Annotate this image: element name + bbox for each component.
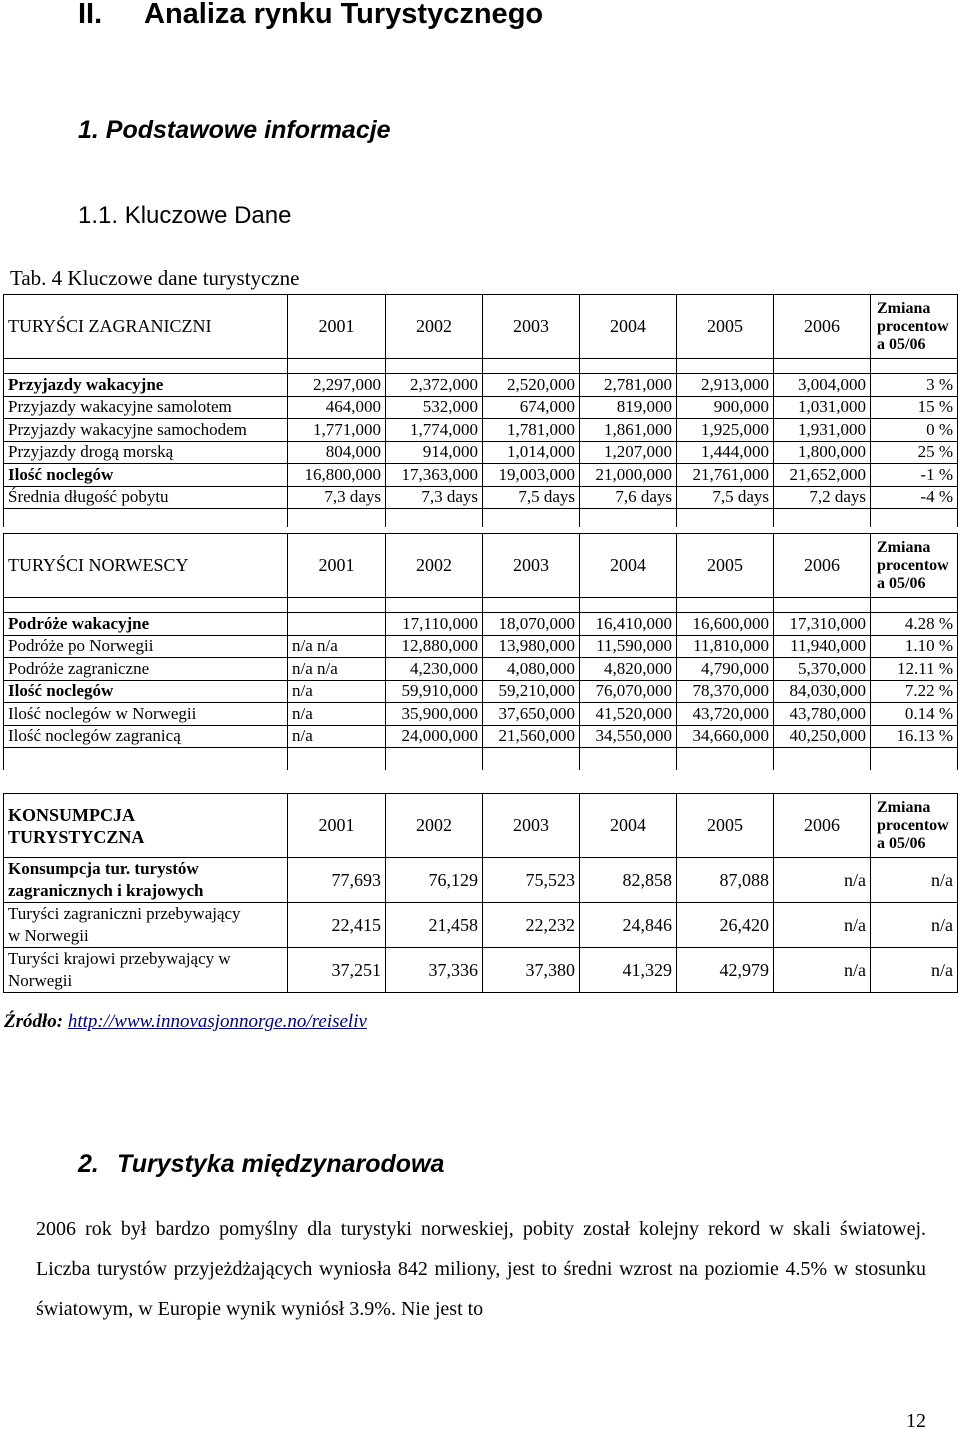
cell-value: 17,363,000 bbox=[386, 464, 483, 487]
table-row bbox=[4, 441, 958, 464]
table-title: TURYŚCI NORWESCY bbox=[4, 534, 288, 598]
table-row bbox=[4, 419, 958, 442]
year-header: 2003 bbox=[483, 295, 580, 359]
page-number: 12 bbox=[906, 1410, 926, 1432]
row-label: Turyści krajowi przebywający w Norwegii bbox=[4, 948, 288, 993]
cell-value: 11,940,000 bbox=[774, 635, 871, 658]
spacer-row bbox=[4, 748, 958, 771]
spacer-row bbox=[4, 359, 958, 374]
table-row bbox=[4, 635, 958, 658]
cell-value: 34,550,000 bbox=[580, 725, 677, 748]
cell-value: 2,913,000 bbox=[677, 374, 774, 397]
year-header: 2002 bbox=[386, 534, 483, 598]
cell-value: 59,210,000 bbox=[483, 680, 580, 703]
table-header-row bbox=[4, 295, 958, 359]
cell-value: 40,250,000 bbox=[774, 725, 871, 748]
row-label: Przyjazdy wakacyjne bbox=[4, 374, 288, 397]
cell-value: 17,310,000 bbox=[774, 613, 871, 636]
cell-value: 11,810,000 bbox=[677, 635, 774, 658]
change-value: -4 % bbox=[871, 486, 958, 509]
table-header-row bbox=[4, 794, 958, 858]
source-label: Źródło: bbox=[4, 1011, 64, 1032]
cell-value: 24,846 bbox=[580, 903, 677, 948]
cell-value: 76,129 bbox=[386, 858, 483, 903]
row-label: Przyjazdy wakacyjne samolotem bbox=[4, 396, 288, 419]
cell-value: 37,380 bbox=[483, 948, 580, 993]
spacer-row bbox=[4, 509, 958, 528]
change-value: 3 % bbox=[871, 374, 958, 397]
cell-value: 84,030,000 bbox=[774, 680, 871, 703]
cell-value: n/a bbox=[288, 725, 386, 748]
cell-value: 42,979 bbox=[677, 948, 774, 993]
row-label: Podróże zagraniczne bbox=[4, 658, 288, 681]
cell-value: 43,720,000 bbox=[677, 703, 774, 726]
cell-value: n/a bbox=[288, 680, 386, 703]
table-row bbox=[4, 486, 958, 509]
cell-value: 77,693 bbox=[288, 858, 386, 903]
cell-value: 59,910,000 bbox=[386, 680, 483, 703]
cell-value: 4,080,000 bbox=[483, 658, 580, 681]
year-header: 2003 bbox=[483, 534, 580, 598]
spacer-row bbox=[4, 598, 958, 613]
table-row bbox=[4, 903, 958, 948]
change-value: 0 % bbox=[871, 419, 958, 442]
table-caption bbox=[10, 266, 300, 291]
cell-value: 22,415 bbox=[288, 903, 386, 948]
change-value: n/a bbox=[871, 858, 958, 903]
change-value: -1 % bbox=[871, 464, 958, 487]
table-caption-text: Tab. 4 Kluczowe dane turystyczne bbox=[10, 266, 300, 290]
cell-value: 34,660,000 bbox=[677, 725, 774, 748]
cell-value: 7,6 days bbox=[580, 486, 677, 509]
body-paragraph: 2006 rok był bardzo pomyślny dla turystyki norweskiej, pobity został kolejny rekord w skali światowej. Liczba turystów przyjeżdżających wyniosła 842 miliony, jest to średni wzrost na poziomie 4.5% w stosunku światowym, w Europie wynik wyniósł 3.9%. Nie jest to bbox=[36, 1218, 926, 1320]
change-value: 25 % bbox=[871, 441, 958, 464]
cell-value: 1,800,000 bbox=[774, 441, 871, 464]
cell-value: 12,880,000 bbox=[386, 635, 483, 658]
table-row bbox=[4, 858, 958, 903]
table-row bbox=[4, 613, 958, 636]
year-header: 2006 bbox=[774, 534, 871, 598]
section-number: 2. bbox=[78, 1150, 99, 1178]
table-title: TURYŚCI ZAGRANICZNI bbox=[4, 295, 288, 359]
row-label: Przyjazdy drogą morską bbox=[4, 441, 288, 464]
cell-value: 804,000 bbox=[288, 441, 386, 464]
cell-value: n/a n/a bbox=[288, 635, 386, 658]
change-value: 7.22 % bbox=[871, 680, 958, 703]
cell-value: 87,088 bbox=[677, 858, 774, 903]
cell-value: 4,820,000 bbox=[580, 658, 677, 681]
chapter-title: Analiza rynku Turystycznego bbox=[144, 0, 544, 30]
cell-value: 1,774,000 bbox=[386, 419, 483, 442]
cell-value: 1,014,000 bbox=[483, 441, 580, 464]
cell-value: 2,781,000 bbox=[580, 374, 677, 397]
year-header: 2002 bbox=[386, 794, 483, 858]
change-header: Zmiana procentow a 05/06 bbox=[871, 295, 958, 359]
change-header: Zmiana procentow a 05/06 bbox=[871, 794, 958, 858]
cell-value: 18,070,000 bbox=[483, 613, 580, 636]
cell-value: 82,858 bbox=[580, 858, 677, 903]
cell-value: n/a bbox=[774, 903, 871, 948]
cell-value: 19,003,000 bbox=[483, 464, 580, 487]
year-header: 2001 bbox=[288, 295, 386, 359]
section-title: Turystyka międzynarodowa bbox=[116, 1150, 445, 1178]
cell-value: 1,931,000 bbox=[774, 419, 871, 442]
cell-value: 2,520,000 bbox=[483, 374, 580, 397]
cell-value: n/a bbox=[774, 858, 871, 903]
cell-value: 2,297,000 bbox=[288, 374, 386, 397]
year-header: 2005 bbox=[677, 534, 774, 598]
row-label: Podróże po Norwegii bbox=[4, 635, 288, 658]
year-header: 2005 bbox=[677, 295, 774, 359]
row-label: Ilość noclegów bbox=[4, 464, 288, 487]
cell-value: 41,520,000 bbox=[580, 703, 677, 726]
section-heading bbox=[78, 1150, 444, 1179]
cell-value: 1,207,000 bbox=[580, 441, 677, 464]
cell-value: 26,420 bbox=[677, 903, 774, 948]
cell-value: 21,761,000 bbox=[677, 464, 774, 487]
cell-value: 21,458 bbox=[386, 903, 483, 948]
cell-value: 78,370,000 bbox=[677, 680, 774, 703]
year-header: 2003 bbox=[483, 794, 580, 858]
cell-value: 21,560,000 bbox=[483, 725, 580, 748]
table-row bbox=[4, 703, 958, 726]
cell-value: 13,980,000 bbox=[483, 635, 580, 658]
year-header: 2002 bbox=[386, 295, 483, 359]
change-value: 16.13 % bbox=[871, 725, 958, 748]
cell-value: 37,650,000 bbox=[483, 703, 580, 726]
row-label: Ilość noclegów zagranicą bbox=[4, 725, 288, 748]
table-header-row bbox=[4, 534, 958, 598]
cell-value: 7,5 days bbox=[483, 486, 580, 509]
cell-value: 37,251 bbox=[288, 948, 386, 993]
cell-value: 35,900,000 bbox=[386, 703, 483, 726]
row-label: Ilość noclegów bbox=[4, 680, 288, 703]
row-label: Średnia długość pobytu bbox=[4, 486, 288, 509]
source-link[interactable]: http://www.innovasjonnorge.no/reiseliv bbox=[67, 1011, 367, 1032]
change-value: 15 % bbox=[871, 396, 958, 419]
row-label: Przyjazdy wakacyjne samochodem bbox=[4, 419, 288, 442]
cell-value: 1,031,000 bbox=[774, 396, 871, 419]
cell-value: 2,372,000 bbox=[386, 374, 483, 397]
foreign-tourists-table bbox=[3, 294, 958, 527]
year-header: 2004 bbox=[580, 295, 677, 359]
cell-value: 1,925,000 bbox=[677, 419, 774, 442]
year-header: 2004 bbox=[580, 534, 677, 598]
row-label: Konsumpcja tur. turystów zagranicznych i krajowych bbox=[4, 858, 288, 903]
cell-value: 900,000 bbox=[677, 396, 774, 419]
cell-value: 1,771,000 bbox=[288, 419, 386, 442]
table-row bbox=[4, 948, 958, 993]
table-row bbox=[4, 680, 958, 703]
change-value: 1.10 % bbox=[871, 635, 958, 658]
year-header: 2001 bbox=[288, 794, 386, 858]
cell-value: 21,652,000 bbox=[774, 464, 871, 487]
year-header: 2006 bbox=[774, 295, 871, 359]
table-row bbox=[4, 658, 958, 681]
cell-value: 5,370,000 bbox=[774, 658, 871, 681]
cell-value: n/a bbox=[288, 703, 386, 726]
cell-value: 1,444,000 bbox=[677, 441, 774, 464]
cell-value: 16,800,000 bbox=[288, 464, 386, 487]
table-row bbox=[4, 374, 958, 397]
cell-value: 4,230,000 bbox=[386, 658, 483, 681]
change-value: 4.28 % bbox=[871, 613, 958, 636]
table-row bbox=[4, 396, 958, 419]
row-label: Turyści zagraniczni przebywający w Norwegii bbox=[4, 903, 288, 948]
norwegian-tourists-table bbox=[3, 533, 958, 770]
consumption-table bbox=[3, 793, 958, 993]
cell-value: 4,790,000 bbox=[677, 658, 774, 681]
cell-value: 7,3 days bbox=[386, 486, 483, 509]
table-row bbox=[4, 464, 958, 487]
cell-value: 464,000 bbox=[288, 396, 386, 419]
cell-value: 532,000 bbox=[386, 396, 483, 419]
cell-value: 1,781,000 bbox=[483, 419, 580, 442]
cell-value: 11,590,000 bbox=[580, 635, 677, 658]
cell-value: 1,861,000 bbox=[580, 419, 677, 442]
row-label: Podróże wakacyjne bbox=[4, 613, 288, 636]
cell-value: 16,410,000 bbox=[580, 613, 677, 636]
cell-value: n/a bbox=[774, 948, 871, 993]
cell-value: n/a n/a bbox=[288, 658, 386, 681]
subheading: 1. Podstawowe informacje bbox=[78, 116, 391, 144]
year-header: 2001 bbox=[288, 534, 386, 598]
cell-value: 21,000,000 bbox=[580, 464, 677, 487]
cell-value: 24,000,000 bbox=[386, 725, 483, 748]
change-value: 0.14 % bbox=[871, 703, 958, 726]
chapter-number: II. bbox=[78, 0, 103, 30]
cell-value: 674,000 bbox=[483, 396, 580, 419]
subsubheading: 1.1. Kluczowe Dane bbox=[78, 202, 292, 229]
year-header: 2005 bbox=[677, 794, 774, 858]
cell-value: 75,523 bbox=[483, 858, 580, 903]
chapter-heading bbox=[78, 0, 543, 31]
cell-value: 7,2 days bbox=[774, 486, 871, 509]
change-value: n/a bbox=[871, 948, 958, 993]
cell-value bbox=[288, 613, 386, 636]
year-header: 2006 bbox=[774, 794, 871, 858]
cell-value: 3,004,000 bbox=[774, 374, 871, 397]
table-title: KONSUMPCJA TURYSTYCZNA bbox=[4, 794, 288, 858]
change-value: 12.11 % bbox=[871, 658, 958, 681]
table-row bbox=[4, 725, 958, 748]
year-header: 2004 bbox=[580, 794, 677, 858]
source-line bbox=[4, 1011, 367, 1033]
row-label: Ilość noclegów w Norwegii bbox=[4, 703, 288, 726]
cell-value: 7,5 days bbox=[677, 486, 774, 509]
cell-value: 41,329 bbox=[580, 948, 677, 993]
change-header: Zmiana procentow a 05/06 bbox=[871, 534, 958, 598]
cell-value: 76,070,000 bbox=[580, 680, 677, 703]
cell-value: 37,336 bbox=[386, 948, 483, 993]
cell-value: 22,232 bbox=[483, 903, 580, 948]
change-value: n/a bbox=[871, 903, 958, 948]
cell-value: 914,000 bbox=[386, 441, 483, 464]
cell-value: 16,600,000 bbox=[677, 613, 774, 636]
cell-value: 17,110,000 bbox=[386, 613, 483, 636]
cell-value: 7,3 days bbox=[288, 486, 386, 509]
cell-value: 819,000 bbox=[580, 396, 677, 419]
cell-value: 43,780,000 bbox=[774, 703, 871, 726]
